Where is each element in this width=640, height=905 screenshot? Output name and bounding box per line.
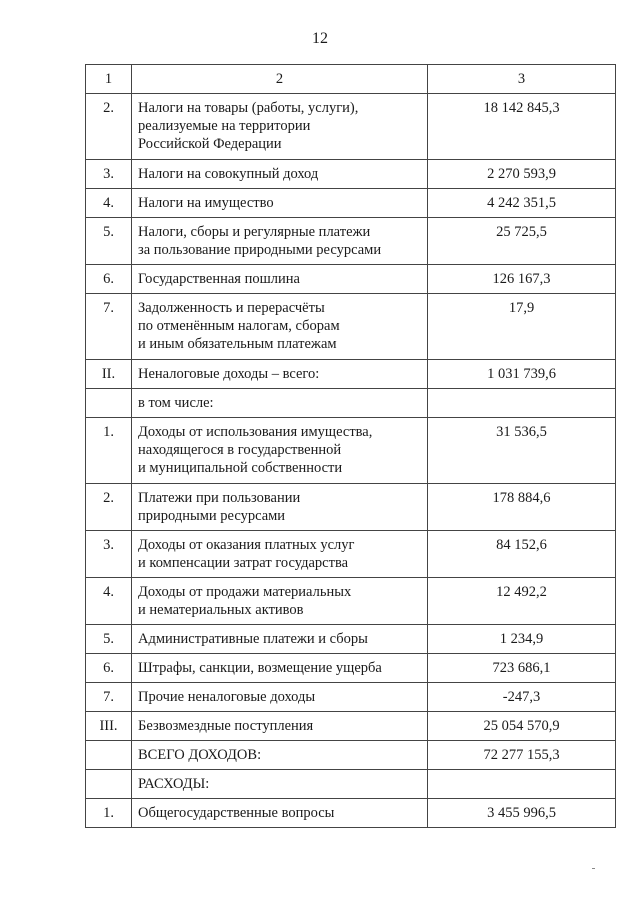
table-row bbox=[86, 741, 616, 770]
row-number-cell: 4. bbox=[86, 578, 132, 625]
table-row bbox=[86, 578, 616, 625]
row-name-cell: ВСЕГО ДОХОДОВ: bbox=[132, 741, 428, 770]
row-name-cell: РАСХОДЫ: bbox=[132, 770, 428, 799]
row-name-cell: Государственная пошлина bbox=[132, 265, 428, 294]
row-number-cell bbox=[86, 770, 132, 799]
table-row bbox=[86, 189, 616, 218]
row-value-cell bbox=[428, 770, 616, 799]
row-name-cell: Прочие неналоговые доходы bbox=[132, 683, 428, 712]
row-name-cell: Доходы от оказания платных услуг и компенсации затрат государства bbox=[132, 531, 428, 578]
row-name-cell: Налоги на совокупный доход bbox=[132, 160, 428, 189]
budget-table-body bbox=[86, 65, 616, 828]
table-row bbox=[86, 218, 616, 265]
row-value-cell: 12 492,2 bbox=[428, 578, 616, 625]
table-row bbox=[86, 160, 616, 189]
row-value-cell: 72 277 155,3 bbox=[428, 741, 616, 770]
table-row bbox=[86, 94, 616, 160]
row-number-cell: 7. bbox=[86, 683, 132, 712]
row-number-cell bbox=[86, 741, 132, 770]
row-value-cell: 18 142 845,3 bbox=[428, 94, 616, 160]
row-value-cell: 4 242 351,5 bbox=[428, 189, 616, 218]
row-name-cell: Задолженность и перерасчёты по отменённым налогам, сборам и иным обязательным платежам bbox=[132, 294, 428, 360]
table-row bbox=[86, 418, 616, 484]
row-name-cell: Налоги на имущество bbox=[132, 189, 428, 218]
row-name-cell: Неналоговые доходы – всего: bbox=[132, 360, 428, 389]
table-row bbox=[86, 712, 616, 741]
row-value-cell: 1 031 739,6 bbox=[428, 360, 616, 389]
row-name-cell: Доходы от использования имущества, находящегося в государственной и муниципальной собственности bbox=[132, 418, 428, 484]
row-number-cell: 7. bbox=[86, 294, 132, 360]
row-value-cell: 178 884,6 bbox=[428, 484, 616, 531]
row-name-cell: Налоги на товары (работы, услуги), реализуемые на территории Российской Федерации bbox=[132, 94, 428, 160]
row-number-cell: 5. bbox=[86, 625, 132, 654]
row-value-cell: 723 686,1 bbox=[428, 654, 616, 683]
table-header-row bbox=[86, 65, 616, 94]
row-value-cell: 25 725,5 bbox=[428, 218, 616, 265]
table-row bbox=[86, 389, 616, 418]
row-name-cell: Доходы от продажи материальных и нематериальных активов bbox=[132, 578, 428, 625]
table-row bbox=[86, 683, 616, 712]
table-row bbox=[86, 625, 616, 654]
row-value-cell: -247,3 bbox=[428, 683, 616, 712]
row-number-cell: 5. bbox=[86, 218, 132, 265]
table-row bbox=[86, 770, 616, 799]
row-value-cell bbox=[428, 389, 616, 418]
row-value-cell: 2 270 593,9 bbox=[428, 160, 616, 189]
row-number-cell bbox=[86, 389, 132, 418]
column-header-number: 1 bbox=[86, 65, 132, 94]
page-number: 12 bbox=[312, 30, 328, 47]
row-name-cell: Безвозмездные поступления bbox=[132, 712, 428, 741]
row-number-cell: 1. bbox=[86, 799, 132, 828]
scan-speck bbox=[592, 868, 595, 869]
row-number-cell: II. bbox=[86, 360, 132, 389]
row-number-cell: 2. bbox=[86, 484, 132, 531]
row-number-cell: 3. bbox=[86, 160, 132, 189]
table-row bbox=[86, 294, 616, 360]
column-header-value: 3 bbox=[428, 65, 616, 94]
row-name-cell: в том числе: bbox=[132, 389, 428, 418]
table-row bbox=[86, 484, 616, 531]
table-row bbox=[86, 654, 616, 683]
row-number-cell: 4. bbox=[86, 189, 132, 218]
table-row bbox=[86, 265, 616, 294]
row-number-cell: 1. bbox=[86, 418, 132, 484]
row-value-cell: 31 536,5 bbox=[428, 418, 616, 484]
row-value-cell: 84 152,6 bbox=[428, 531, 616, 578]
row-name-cell: Административные платежи и сборы bbox=[132, 625, 428, 654]
row-name-cell: Налоги, сборы и регулярные платежи за пользование природными ресурсами bbox=[132, 218, 428, 265]
row-name-cell: Общегосударственные вопросы bbox=[132, 799, 428, 828]
table-row bbox=[86, 799, 616, 828]
row-value-cell: 25 054 570,9 bbox=[428, 712, 616, 741]
row-number-cell: 6. bbox=[86, 265, 132, 294]
column-header-name: 2 bbox=[132, 65, 428, 94]
row-value-cell: 3 455 996,5 bbox=[428, 799, 616, 828]
row-value-cell: 17,9 bbox=[428, 294, 616, 360]
row-number-cell: 3. bbox=[86, 531, 132, 578]
row-value-cell: 126 167,3 bbox=[428, 265, 616, 294]
row-number-cell: III. bbox=[86, 712, 132, 741]
row-name-cell: Штрафы, санкции, возмещение ущерба bbox=[132, 654, 428, 683]
budget-table bbox=[85, 64, 616, 828]
row-number-cell: 6. bbox=[86, 654, 132, 683]
row-value-cell: 1 234,9 bbox=[428, 625, 616, 654]
row-number-cell: 2. bbox=[86, 94, 132, 160]
table-row bbox=[86, 360, 616, 389]
table-row bbox=[86, 531, 616, 578]
row-name-cell: Платежи при пользовании природными ресурсами bbox=[132, 484, 428, 531]
